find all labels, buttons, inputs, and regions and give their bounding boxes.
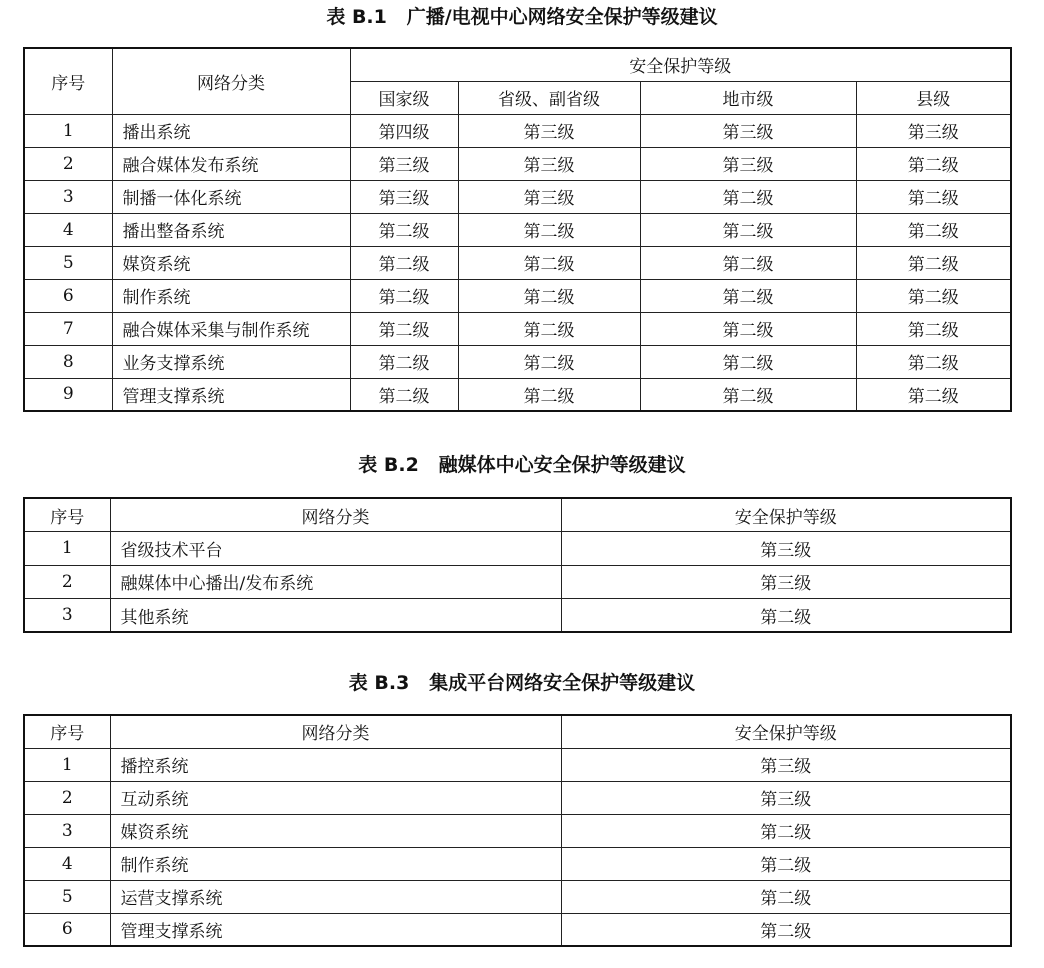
level-cell: 第二级 bbox=[640, 279, 856, 312]
row-index: 4 bbox=[24, 847, 110, 880]
row-category: 其他系统 bbox=[110, 599, 561, 633]
table-b2 bbox=[23, 497, 1012, 633]
level-cell: 第二级 bbox=[350, 246, 458, 279]
level-cell: 第二级 bbox=[856, 213, 1011, 246]
level-cell: 第二级 bbox=[561, 913, 1011, 946]
row-index: 7 bbox=[24, 312, 112, 345]
category-header: 网络分类 bbox=[110, 715, 561, 748]
row-category: 融合媒体发布系统 bbox=[112, 147, 350, 180]
level-cell: 第三级 bbox=[640, 147, 856, 180]
level-cell: 第二级 bbox=[561, 814, 1011, 847]
row-index: 3 bbox=[24, 599, 110, 633]
table-row bbox=[24, 565, 1011, 599]
table-row bbox=[24, 913, 1011, 946]
table-b1 bbox=[23, 47, 1012, 412]
level-cell: 第二级 bbox=[640, 246, 856, 279]
table-row bbox=[24, 213, 1011, 246]
category-header: 网络分类 bbox=[112, 48, 350, 114]
row-category: 管理支撑系统 bbox=[110, 913, 561, 946]
table-row bbox=[24, 279, 1011, 312]
row-category: 管理支撑系统 bbox=[112, 378, 350, 411]
level-cell: 第三级 bbox=[856, 114, 1011, 147]
table-header-row bbox=[24, 498, 1011, 532]
protection-level-header: 安全保护等级 bbox=[561, 715, 1011, 748]
level-header-municipal: 地市级 bbox=[640, 81, 856, 114]
level-header-county: 县级 bbox=[856, 81, 1011, 114]
level-cell: 第二级 bbox=[350, 213, 458, 246]
table-row bbox=[24, 532, 1011, 566]
row-category: 媒资系统 bbox=[112, 246, 350, 279]
row-category: 制播一体化系统 bbox=[112, 180, 350, 213]
level-cell: 第二级 bbox=[350, 279, 458, 312]
table-row bbox=[24, 378, 1011, 411]
level-cell: 第三级 bbox=[350, 147, 458, 180]
table-row bbox=[24, 880, 1011, 913]
level-cell: 第三级 bbox=[561, 781, 1011, 814]
row-category: 融媒体中心播出/发布系统 bbox=[110, 565, 561, 599]
level-cell: 第二级 bbox=[561, 847, 1011, 880]
protection-level-group-header: 安全保护等级 bbox=[350, 48, 1011, 81]
row-index: 2 bbox=[24, 781, 110, 814]
protection-level-header: 安全保护等级 bbox=[561, 498, 1011, 532]
level-cell: 第四级 bbox=[350, 114, 458, 147]
row-index: 5 bbox=[24, 880, 110, 913]
row-index: 3 bbox=[24, 180, 112, 213]
index-header: 序号 bbox=[24, 48, 112, 114]
level-cell: 第三级 bbox=[458, 114, 640, 147]
row-category: 运营支撑系统 bbox=[110, 880, 561, 913]
level-cell: 第三级 bbox=[458, 147, 640, 180]
level-cell: 第三级 bbox=[350, 180, 458, 213]
level-cell: 第二级 bbox=[856, 279, 1011, 312]
level-cell: 第三级 bbox=[561, 532, 1011, 566]
level-header-national: 国家级 bbox=[350, 81, 458, 114]
row-index: 1 bbox=[24, 748, 110, 781]
level-cell: 第二级 bbox=[350, 345, 458, 378]
row-index: 6 bbox=[24, 279, 112, 312]
level-cell: 第二级 bbox=[856, 147, 1011, 180]
level-cell: 第二级 bbox=[458, 378, 640, 411]
level-cell: 第二级 bbox=[350, 378, 458, 411]
table-row bbox=[24, 114, 1011, 147]
index-header: 序号 bbox=[24, 498, 110, 532]
row-category: 制作系统 bbox=[112, 279, 350, 312]
level-cell: 第二级 bbox=[561, 880, 1011, 913]
row-category: 互动系统 bbox=[110, 781, 561, 814]
row-category: 播控系统 bbox=[110, 748, 561, 781]
table-header-row bbox=[24, 715, 1011, 748]
level-cell: 第二级 bbox=[856, 345, 1011, 378]
row-index: 5 bbox=[24, 246, 112, 279]
row-index: 2 bbox=[24, 565, 110, 599]
table-b3 bbox=[23, 714, 1012, 947]
row-category: 制作系统 bbox=[110, 847, 561, 880]
table-row bbox=[24, 814, 1011, 847]
level-cell: 第二级 bbox=[458, 312, 640, 345]
level-cell: 第二级 bbox=[561, 599, 1011, 633]
table-b2-caption: 表 B.2 融媒体中心安全保护等级建议 bbox=[358, 454, 686, 476]
row-index: 6 bbox=[24, 913, 110, 946]
level-cell: 第二级 bbox=[458, 246, 640, 279]
row-index: 3 bbox=[24, 814, 110, 847]
level-header-provincial: 省级、副省级 bbox=[458, 81, 640, 114]
row-index: 1 bbox=[24, 532, 110, 566]
table-header-row bbox=[24, 48, 1011, 81]
row-category: 媒资系统 bbox=[110, 814, 561, 847]
row-category: 播出整备系统 bbox=[112, 213, 350, 246]
level-cell: 第二级 bbox=[640, 345, 856, 378]
row-index: 2 bbox=[24, 147, 112, 180]
row-index: 4 bbox=[24, 213, 112, 246]
table-row bbox=[24, 781, 1011, 814]
row-category: 融合媒体采集与制作系统 bbox=[112, 312, 350, 345]
level-cell: 第三级 bbox=[561, 748, 1011, 781]
table-row bbox=[24, 847, 1011, 880]
level-cell: 第二级 bbox=[640, 180, 856, 213]
table-row bbox=[24, 180, 1011, 213]
level-cell: 第二级 bbox=[856, 246, 1011, 279]
level-cell: 第二级 bbox=[458, 279, 640, 312]
table-row bbox=[24, 246, 1011, 279]
level-cell: 第二级 bbox=[640, 378, 856, 411]
table-b1-caption: 表 B.1 广播/电视中心网络安全保护等级建议 bbox=[326, 6, 718, 28]
level-cell: 第二级 bbox=[458, 213, 640, 246]
level-cell: 第二级 bbox=[458, 345, 640, 378]
level-cell: 第二级 bbox=[640, 312, 856, 345]
table-b3-caption: 表 B.3 集成平台网络安全保护等级建议 bbox=[348, 672, 696, 694]
level-cell: 第三级 bbox=[458, 180, 640, 213]
table-row bbox=[24, 345, 1011, 378]
row-index: 9 bbox=[24, 378, 112, 411]
index-header: 序号 bbox=[24, 715, 110, 748]
level-cell: 第二级 bbox=[856, 312, 1011, 345]
table-row bbox=[24, 748, 1011, 781]
row-category: 业务支撑系统 bbox=[112, 345, 350, 378]
level-cell: 第二级 bbox=[640, 213, 856, 246]
row-index: 1 bbox=[24, 114, 112, 147]
table-row bbox=[24, 599, 1011, 633]
row-index: 8 bbox=[24, 345, 112, 378]
table-row bbox=[24, 147, 1011, 180]
level-cell: 第三级 bbox=[640, 114, 856, 147]
level-cell: 第二级 bbox=[856, 378, 1011, 411]
category-header: 网络分类 bbox=[110, 498, 561, 532]
table-row bbox=[24, 312, 1011, 345]
level-cell: 第三级 bbox=[561, 565, 1011, 599]
row-category: 播出系统 bbox=[112, 114, 350, 147]
row-category: 省级技术平台 bbox=[110, 532, 561, 566]
level-cell: 第二级 bbox=[350, 312, 458, 345]
level-cell: 第二级 bbox=[856, 180, 1011, 213]
